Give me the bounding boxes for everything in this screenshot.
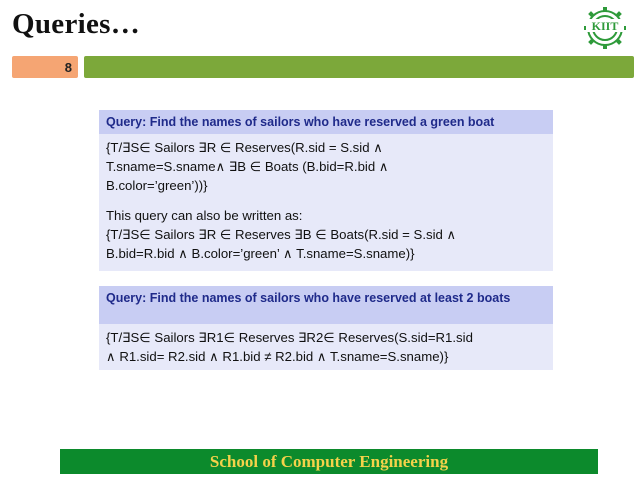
page-number-bar [12,56,78,78]
query2-body [99,324,553,370]
query1-alt-intro: This query can also be written as: [106,208,303,223]
footer-banner [60,449,598,474]
query2-line: {T/∃S∈ Sailors ∃R1∈ Reserves ∃R2∈ Reserves(S.sid=R1.sid [106,330,473,345]
footer-text: School of Computer Engineering [209,451,449,471]
query1-alt-line: {T/∃S∈ Sailors ∃R ∈ Reserves ∃B ∈ Boats(R.sid = S.sid ∧ [106,227,457,242]
query1-line: T.sname=S.sname∧ ∃B ∈ Boats (B.bid=R.bid ∧ [106,159,389,174]
query2-heading: Query: Find the names of sailors who have reserved at least 2 boats [99,286,553,324]
query1-line: B.color=’green’))} [106,178,208,193]
logo-text: KIIT [591,19,619,33]
query1-heading: Query: Find the names of sailors who have reserved a green boat [99,110,553,134]
header-green-bar [84,56,634,78]
kiit-logo [578,5,632,51]
query1-alt-line: B.bid=R.bid ∧ B.color=’green’ ∧ T.sname=S.sname)} [106,246,415,261]
slide-title: Queries… [12,8,141,40]
page-number: 8 [64,59,72,75]
query1-body [99,134,553,271]
query1-line: {T/∃S∈ Sailors ∃R ∈ Reserves(R.sid = S.sid ∧ [106,140,383,155]
query2-line: ∧ R1.sid= R2.sid ∧ R1.bid ≠ R2.bid ∧ T.sname=S.sname)} [106,349,449,364]
